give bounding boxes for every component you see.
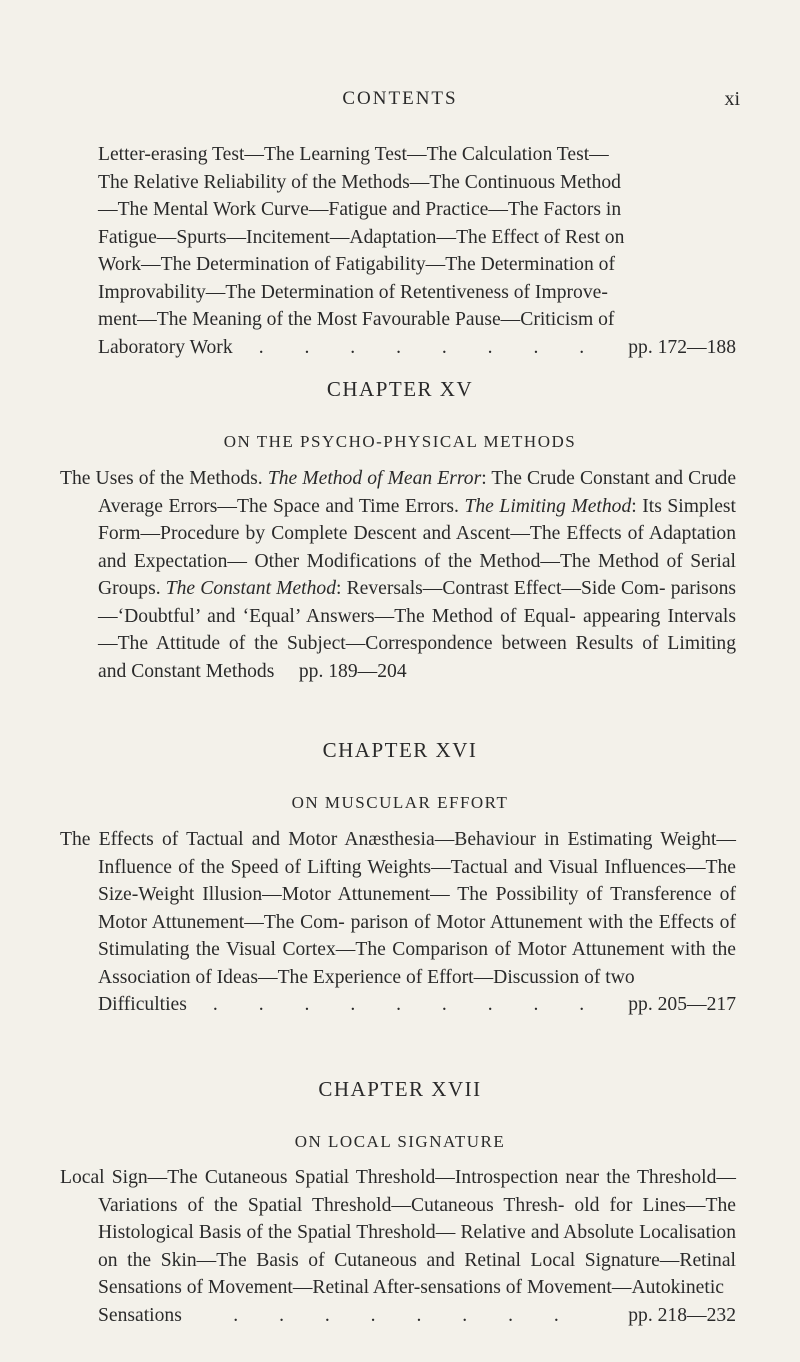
chapter17-summary: Local Sign—The Cutaneous Spatial Threshold—Introspection near the Threshold—Variations of the Spatial Threshold—Cutaneous Thresh- old for Lines—The Histological Basis of the Spatial Threshold— Relative and Absolute Localisation on the Skin—The Basis of Cutaneous and Retinal Local Signature—Retinal Sensations of Movement—Retinal After-sensations of Movement—Autokinetic	[60, 1167, 736, 1298]
chapter15-text: : Its Simplest Form—Procedure by Complete Descent and Ascent—The Effects of Adaptation and Expectation— Other Modifications of the Method—The Method of Serial Groups.	[98, 495, 736, 599]
chapter16-contents	[60, 826, 736, 1019]
running-head	[60, 88, 740, 114]
chapter16-last-text: Difficulties	[98, 994, 187, 1015]
running-head-title: CONTENTS	[342, 88, 458, 109]
chapter17-last-text: Sensations	[98, 1304, 182, 1326]
continuation-line: ment—The Meaning of the Most Favourable Pause—Criticism of	[98, 309, 615, 330]
continuation-last-line	[98, 334, 736, 362]
method-mean-error: The Method of Mean Error	[267, 468, 482, 489]
chapter16-heading: CHAPTER XVI	[322, 738, 478, 762]
chapter15-text: : Reversals—Contrast Effect—Side Com- parisons—‘Doubtful’ and ‘Equal’ Answers—The Method of Equal- appearing Intervals—The Attitude of the Subject—Correspondence between Results of Limiting and Constant Methods	[98, 578, 737, 682]
page-range: pp. 189—204	[298, 660, 407, 682]
chapter15-subtitle: ON THE PSYCHO-PHYSICAL METHODS	[223, 432, 577, 451]
chapter15-heading: CHAPTER XV	[326, 377, 474, 401]
continuation-line: Letter-erasing Test—The Learning Test—The Calculation Test—	[98, 144, 609, 165]
continuation-last-text: Laboratory Work	[98, 336, 233, 358]
dot-leader: . . . . . . . .	[233, 1304, 577, 1326]
page-range: pp. 172—188	[628, 336, 736, 358]
chapter16-last-line	[60, 991, 736, 1019]
continuation-line: —The Mental Work Curve—Fatigue and Practice—The Factors in	[98, 199, 622, 220]
continuation-line: The Relative Reliability of the Methods—The Continuous Method	[98, 171, 621, 193]
chapter17-last-line	[60, 1302, 736, 1330]
method-constant: The Constant Method	[165, 578, 337, 599]
chapter16-subtitle: ON MUSCULAR EFFORT	[291, 793, 509, 812]
method-limiting: The Limiting Method	[464, 495, 632, 517]
chapter15-text: : The Crude Constant and Crude Average Errors—The Space and Time Errors.	[98, 468, 737, 517]
chapter17-heading: CHAPTER XVII	[318, 1077, 482, 1101]
chapter15-summary	[60, 465, 736, 685]
chapter17-contents	[60, 1164, 736, 1329]
chapter15-contents	[60, 465, 736, 685]
page-number: xi	[724, 88, 740, 110]
page-range: pp. 205—217	[628, 994, 736, 1015]
chapter16-summary: The Effects of Tactual and Motor Anæsthesia—Behaviour in Estimating Weight—Influence of the Speed of Lifting Weights—Tactual and Visual Influences—The Size-Weight Illusion—Motor Attunement— The Possibility of Transference of Motor Attunement—The Com- parison of Motor Attunement with the Effects of Stimulating the Visual Cortex—The Comparison of Motor Attunement with the Association of Ideas—The Experience of Effort—Discussion of two	[60, 829, 736, 988]
dot-leader: . . . . . . . .	[258, 336, 603, 358]
continuation-line: Improvability—The Determination of Retentiveness of Improve-	[98, 281, 608, 303]
continuation-line: Work—The Determination of Fatigability—The Determination of	[98, 254, 615, 275]
page-range: pp. 218—232	[628, 1304, 736, 1326]
continuation-line: Fatigue—Spurts—Incitement—Adaptation—The Effect of Rest on	[98, 226, 625, 248]
chapter17-subtitle: ON LOCAL SIGNATURE	[294, 1132, 506, 1151]
chapter14-continuation	[60, 141, 736, 361]
dot-leader: . . . . . . . . .	[212, 994, 603, 1015]
chapter15-text: The Uses of the Methods.	[60, 468, 263, 489]
